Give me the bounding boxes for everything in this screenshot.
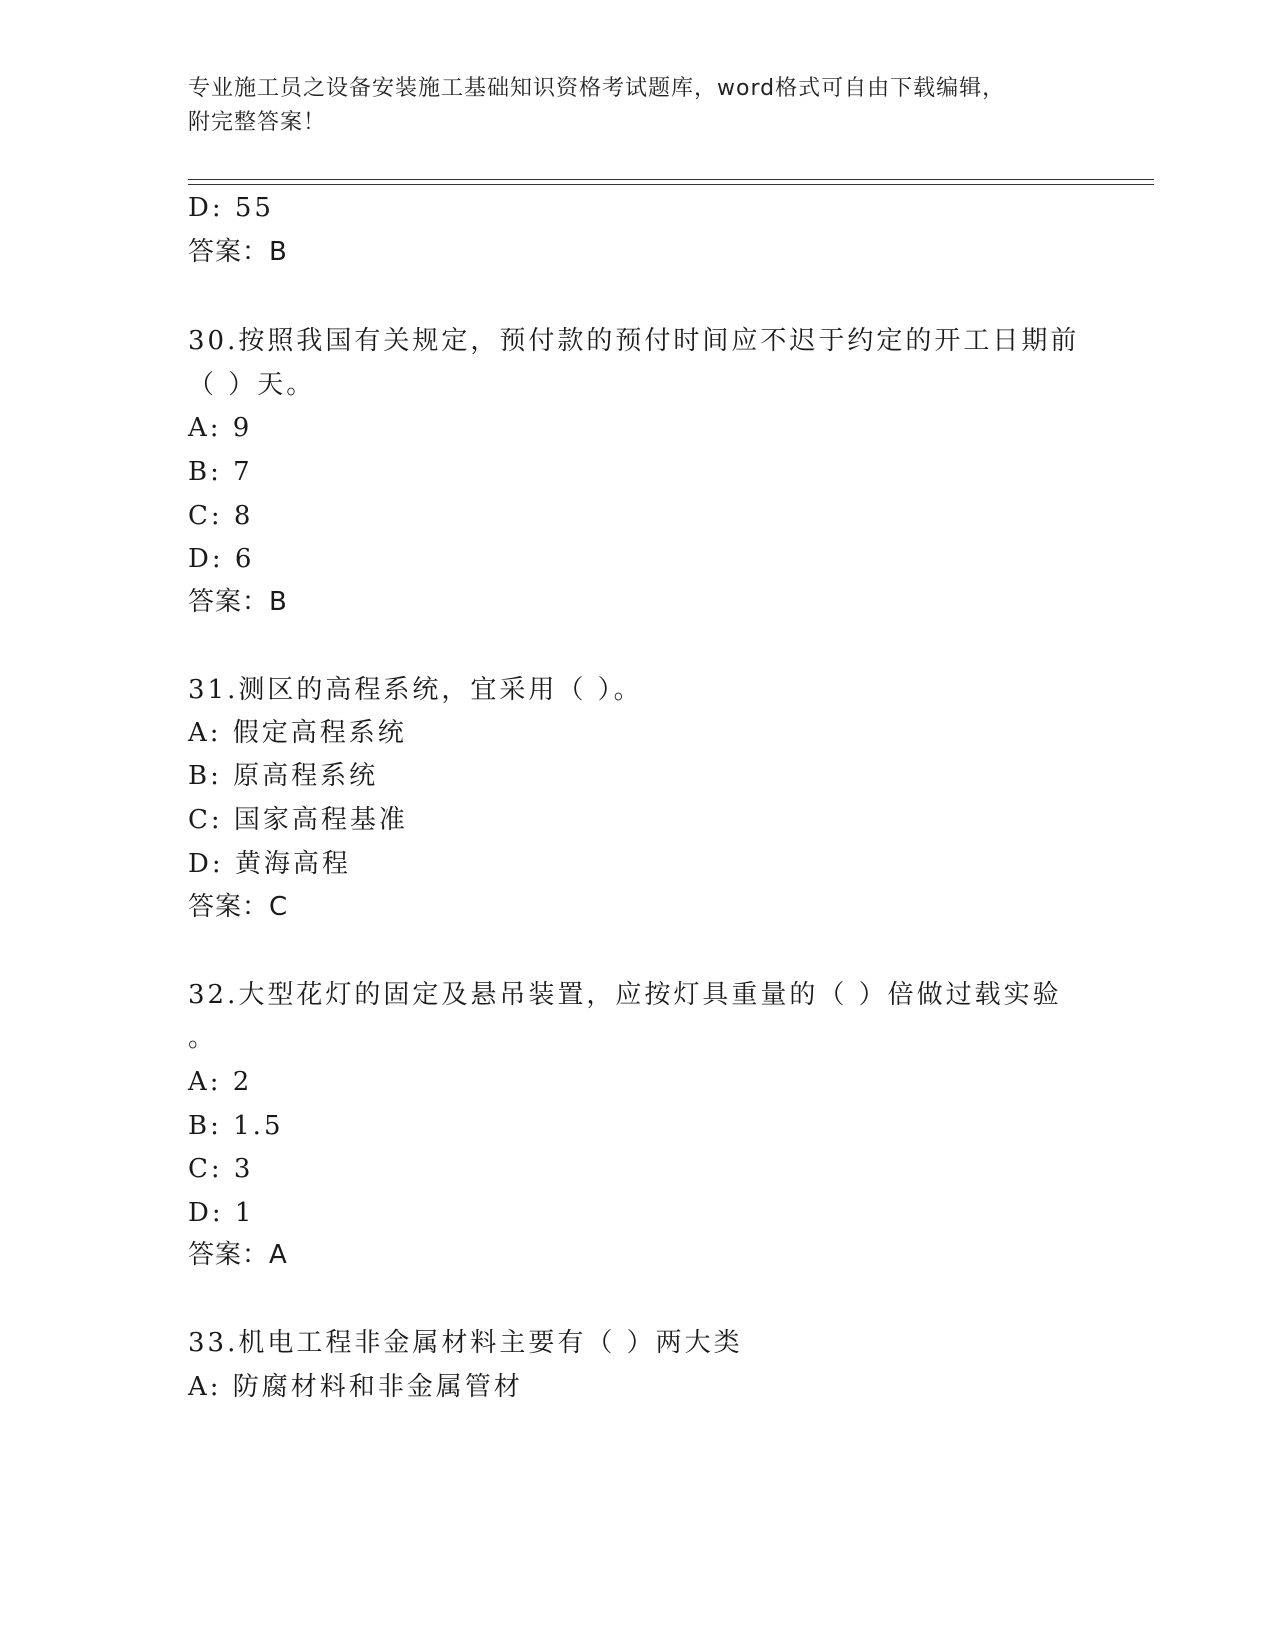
question-33-option-a: A: 防腐材料和非金属管材 <box>188 1372 523 1402</box>
question-32-stem-line-1: 32.大型花灯的固定及悬吊装置，应按灯具重量的（ ）倍做过载实验 <box>188 980 1062 1010</box>
question-30-stem-line-2: （ ）天。 <box>188 370 316 400</box>
header-line-2: 附完整答案！ <box>188 110 327 135</box>
question-30-answer: 答案：B <box>188 587 288 617</box>
question-31-option-b: B: 原高程系统 <box>188 761 379 791</box>
question-31-stem-line-1: 31.测区的高程系统，宜采用（ ）。 <box>188 675 643 705</box>
question-32-option-d: D: 1 <box>188 1198 255 1228</box>
question-30-option-d: D: 6 <box>188 544 255 574</box>
prev-question-answer: 答案：B <box>188 237 288 267</box>
question-32-option-c: C: 3 <box>188 1154 254 1184</box>
question-31-option-a: A: 假定高程系统 <box>188 718 407 748</box>
question-32-option-a: A: 2 <box>188 1067 253 1097</box>
question-30-stem-line-1: 30.按照我国有关规定，预付款的预付时间应不迟于约定的开工日期前 <box>188 326 1080 356</box>
question-30-option-b: B: 7 <box>188 457 253 487</box>
question-31-option-c: C: 国家高程基准 <box>188 805 408 835</box>
header-divider-bottom <box>188 184 1154 185</box>
page-header <box>188 72 1088 140</box>
question-33-stem-line-1: 33.机电工程非金属材料主要有（ ）两大类 <box>188 1328 743 1358</box>
header-line-1: 专业施工员之设备安装施工基础知识资格考试题库，word格式可自由下载编辑， <box>188 76 1006 101</box>
question-32-answer: 答案：A <box>188 1240 288 1270</box>
prev-question-option-d: D: 55 <box>188 193 274 223</box>
header-divider-top <box>188 179 1154 180</box>
question-31-answer: 答案：C <box>188 892 289 922</box>
question-30-option-c: C: 8 <box>188 501 254 531</box>
question-32-stem-line-2: 。 <box>188 1023 218 1053</box>
question-31-option-d: D: 黄海高程 <box>188 849 351 879</box>
question-32-option-b: B: 1.5 <box>188 1111 284 1141</box>
question-30-option-a: A: 9 <box>188 413 253 443</box>
